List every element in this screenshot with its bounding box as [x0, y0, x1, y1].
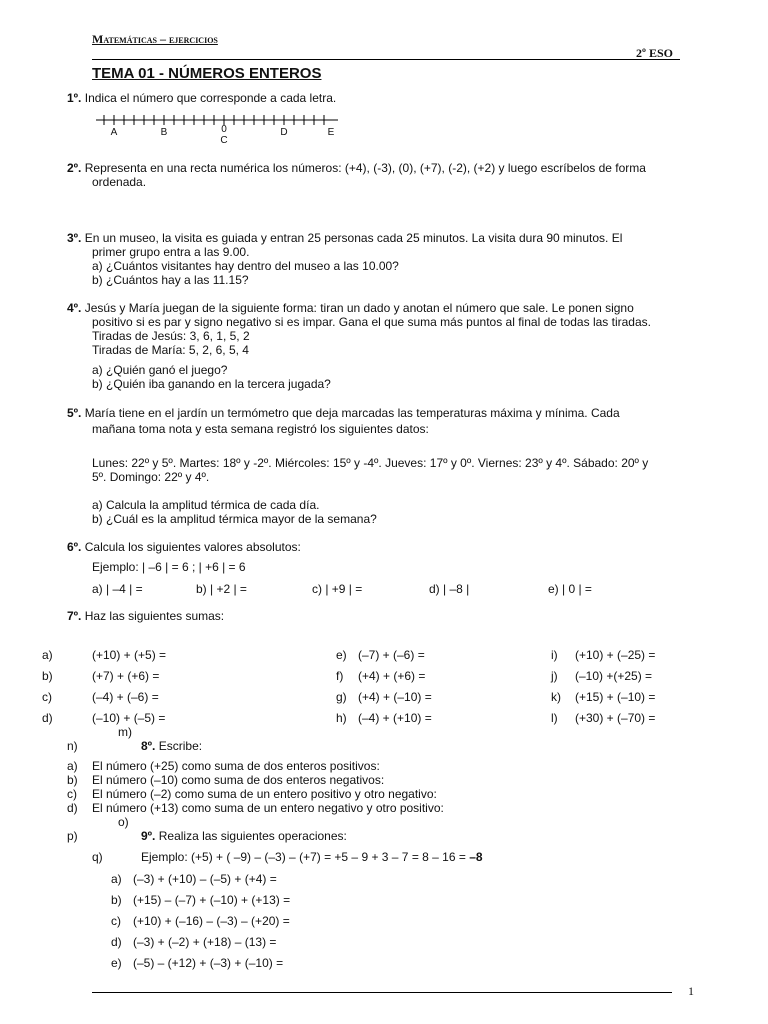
exercise-8 [141, 739, 202, 753]
exercise-number: 3º. [67, 231, 82, 245]
sum-item-label: h) [336, 711, 347, 725]
sum-item-expression: (–10) + (–5) = [92, 711, 166, 725]
operation-label: e) [111, 956, 122, 970]
write-item-text: El número (–2) como suma de un entero positivo y otro negativo: [92, 787, 437, 801]
exercise-4 [67, 301, 634, 315]
sum-item-expression: (+4) + (+6) = [358, 669, 426, 683]
header-rule [92, 59, 680, 60]
sum-item-label: f) [336, 669, 344, 683]
exercise-text: Realiza las siguientes operaciones: [158, 829, 347, 843]
operation-expression: (+10) + (–16) – (–3) – (+20) = [133, 914, 290, 928]
exercise-number: 8º. [141, 739, 156, 753]
sum-item-expression: (+30) + (–70) = [575, 711, 656, 725]
exercise-1 [67, 91, 336, 105]
exercise-9 [141, 829, 347, 843]
write-item-label: a) [67, 759, 78, 773]
exercise-text-line: ordenada. [92, 175, 147, 189]
number-line [96, 112, 341, 128]
exercise-number: 9º. [141, 829, 156, 843]
abs-item-d: d) | –8 | [429, 582, 470, 596]
exercise-text-line: En un museo, la visita es guiada y entran 25 personas cada 25 minutos. La visita dura 90 minutos. El [84, 231, 623, 245]
question-b: b) ¿Cuál es la amplitud térmica mayor de la semana? [92, 512, 377, 526]
exercise-text-line: positivo si es par y signo negativo si es impar. Gana el que suma más puntos al final de todas las tiradas. [92, 315, 651, 329]
exercise-text: Escribe: [158, 739, 203, 753]
exercise-number: 7º. [67, 609, 82, 623]
exercise-text-line: primer grupo entra a las 9.00. [92, 245, 250, 259]
number-line-label-e: E [327, 127, 335, 138]
write-item-text: El número (+13) como suma de un entero negativo y otro positivo: [92, 801, 444, 815]
exercise-text-line: Representa en una recta numérica los números: (+4), (-3), (0), (+7), (-2), (+2) y luego escríbelos de forma [84, 161, 646, 175]
page-number: 1 [688, 984, 694, 998]
number-line-label-d: D [280, 127, 288, 138]
list-marker: n) [67, 739, 78, 753]
number-line-label-a: A [110, 127, 118, 138]
exercise-number: 6º. [67, 540, 82, 554]
abs-item-a: a) | –4 | = [92, 582, 143, 596]
exercise-number: 1º. [67, 91, 82, 105]
operation-label: b) [111, 893, 122, 907]
temperature-data: 5º. Domingo: 22º y 4º. [92, 470, 210, 484]
tiradas-jesus: Tiradas de Jesús: 3, 6, 1, 5, 2 [92, 329, 250, 343]
subject-header: Matemáticas – ejercicios [92, 32, 218, 46]
number-line-label-b: B [160, 127, 168, 138]
sum-item-label: c) [42, 690, 52, 704]
number-line-label-c: C [220, 135, 228, 146]
exercise-text-line: María tiene en el jardín un termómetro que deja marcadas las temperaturas máxima y mínima. Cada [84, 406, 620, 420]
sum-item-label: l) [551, 711, 558, 725]
example-result: –8 [469, 850, 483, 864]
write-item-text: El número (–10) como suma de dos enteros negativos: [92, 773, 385, 787]
sum-item-label: i) [551, 648, 558, 662]
sum-item-label: k) [551, 690, 561, 704]
exercise-text-line: Jesús y María juegan de la siguiente forma: tiran un dado y anotan el número que sale. Le ponen signo [84, 301, 634, 315]
exercise-number: 4º. [67, 301, 82, 315]
tiradas-maria: Tiradas de María: 5, 2, 6, 5, 4 [92, 343, 249, 357]
operation-expression: (–3) + (–2) + (+18) – (13) = [133, 935, 277, 949]
footer-rule [92, 992, 672, 993]
stray-list-marker: m) [118, 725, 132, 739]
sum-item-expression: (+7) + (+6) = [92, 669, 160, 683]
abs-item-b: b) | +2 | = [196, 582, 247, 596]
sum-item-expression: (–7) + (–6) = [358, 648, 425, 662]
exercise-6 [67, 540, 301, 554]
page-title: TEMA 01 - NÚMEROS ENTEROS [92, 65, 322, 82]
sum-item-label: b) [42, 669, 53, 683]
sum-item-expression: (+4) + (–10) = [358, 690, 432, 704]
number-line-zero: 0 [221, 124, 227, 135]
question-b: b) ¿Cuántos hay a las 11.15? [92, 273, 249, 287]
question-a: a) ¿Cuántos visitantes hay dentro del museo a las 10.00? [92, 259, 399, 273]
operation-label: d) [111, 935, 122, 949]
sum-item-expression: (+15) + (–10) = [575, 690, 656, 704]
sum-item-label: g) [336, 690, 347, 704]
question-a: a) Calcula la amplitud térmica de cada día. [92, 498, 320, 512]
temperature-data: Lunes: 22º y 5º. Martes: 18º y -2º. Miércoles: 15º y -4º. Jueves: 17º y 0º. Viernes: 23º y 4º. Sábado: 20º y [92, 456, 649, 470]
list-marker: p) [67, 829, 78, 843]
sum-item-label: d) [42, 711, 53, 725]
exercise-text: Haz las siguientes sumas: [84, 609, 225, 623]
write-item-label: c) [67, 787, 77, 801]
exercise-text-line: mañana toma nota y esta semana registró los siguientes datos: [92, 422, 429, 436]
abs-item-c: c) | +9 | = [312, 582, 363, 596]
exercise-number: 5º. [67, 406, 82, 420]
operation-label: c) [111, 914, 121, 928]
example-line [141, 850, 483, 864]
operation-label: a) [111, 872, 122, 886]
sum-item-label: e) [336, 648, 347, 662]
list-marker: q) [92, 850, 103, 864]
question-b: b) ¿Quién iba ganando en la tercera jugada? [92, 377, 331, 391]
sum-item-expression: (–10) +(+25) = [575, 669, 653, 683]
exercise-number: 2º. [67, 161, 82, 175]
operation-expression: (–3) + (+10) – (–5) + (+4) = [133, 872, 277, 886]
write-item-label: d) [67, 801, 78, 815]
exercise-2 [67, 161, 646, 175]
sum-item-expression: (+10) + (+5) = [92, 648, 167, 662]
sum-item-label: j) [551, 669, 558, 683]
question-a: a) ¿Quién ganó el juego? [92, 363, 228, 377]
example-line: Ejemplo: | –6 | = 6 ; | +6 | = 6 [92, 560, 246, 574]
exercise-5 [67, 406, 620, 420]
write-item-text: El número (+25) como suma de dos enteros positivos: [92, 759, 380, 773]
sum-item-expression: (–4) + (+10) = [358, 711, 432, 725]
abs-item-e: e) | 0 | = [548, 582, 592, 596]
operation-expression: (–5) – (+12) + (–3) + (–10) = [133, 956, 284, 970]
sum-item-label: a) [42, 648, 53, 662]
exercise-text: Indica el número que corresponde a cada letra. [84, 91, 337, 105]
exercise-text: Calcula los siguientes valores absolutos: [84, 540, 301, 554]
sum-item-expression: (+10) + (–25) = [575, 648, 656, 662]
exercise-3 [67, 231, 622, 245]
example-expression: Ejemplo: (+5) + ( –9) – (–3) – (+7) = +5 – 9 + 3 – 7 = 8 – 16 = [141, 850, 466, 864]
sum-item-expression: (–4) + (–6) = [92, 690, 159, 704]
write-item-label: b) [67, 773, 78, 787]
operation-expression: (+15) – (–7) + (–10) + (+13) = [133, 893, 291, 907]
exercise-7 [67, 609, 224, 623]
stray-list-marker: o) [118, 815, 129, 829]
grade-label: 2º ESO [636, 46, 673, 60]
